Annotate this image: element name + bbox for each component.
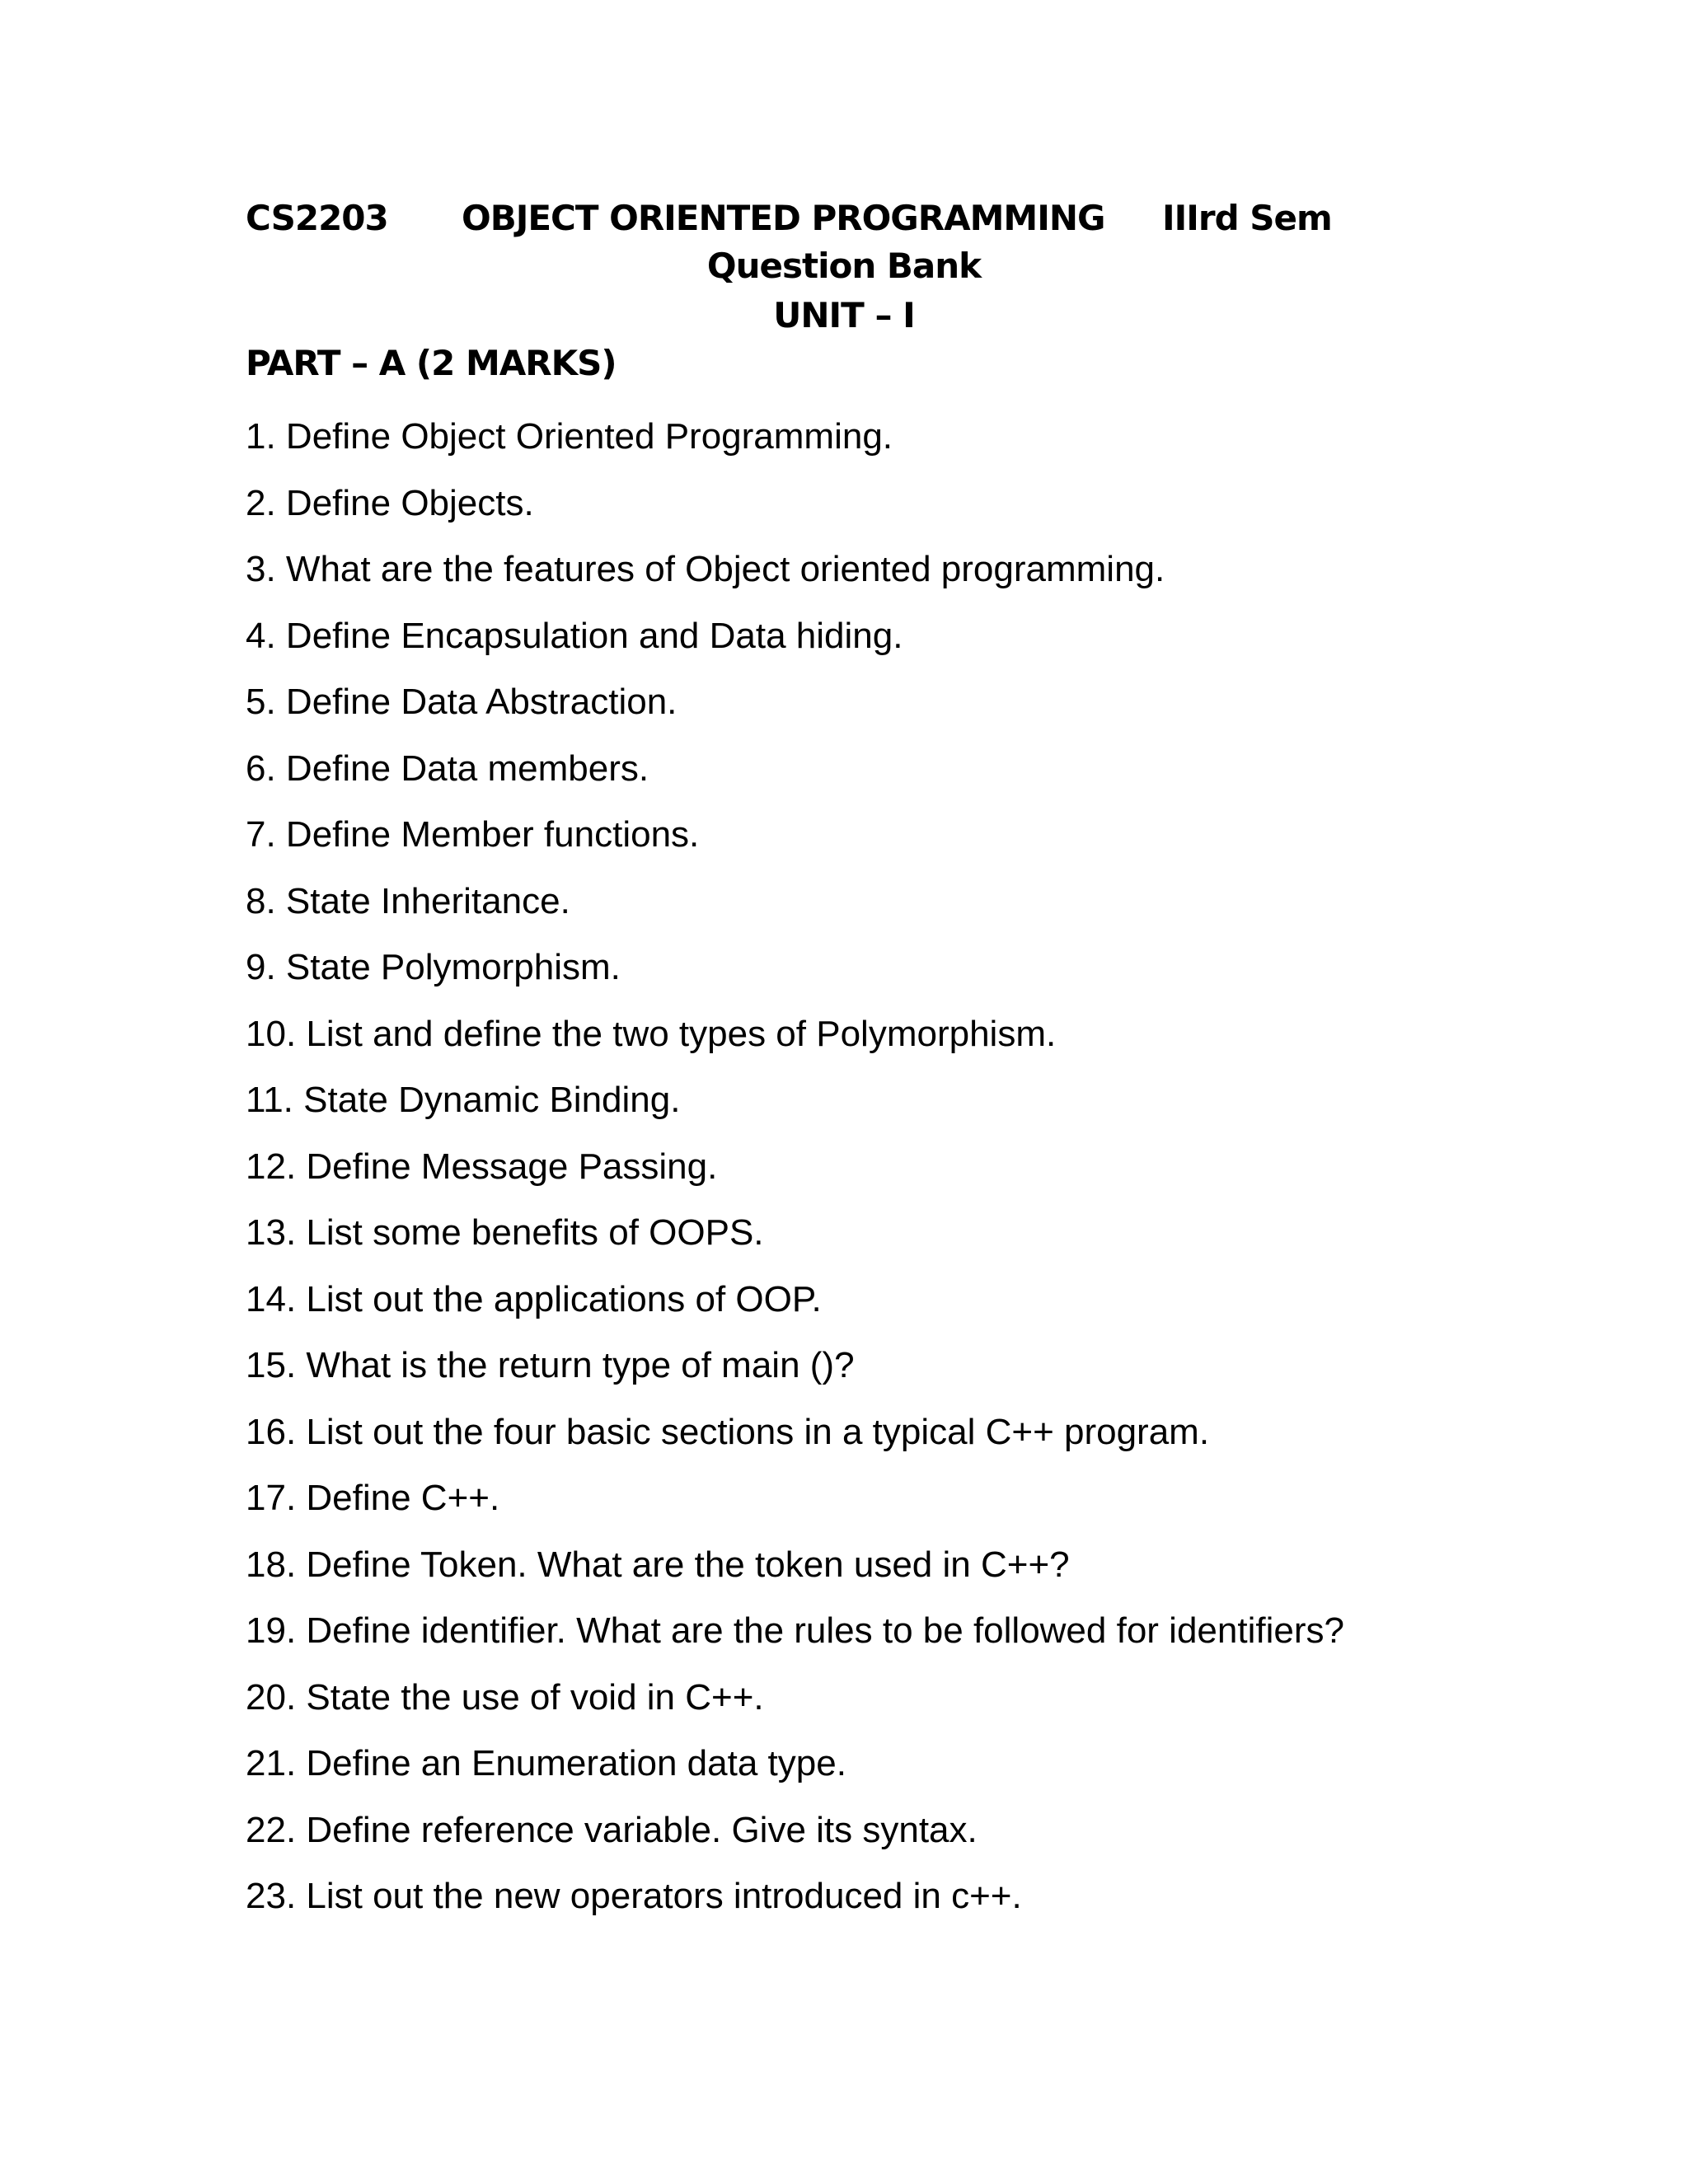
subtitle-text: Question Bank: [706, 246, 982, 286]
question-item: 18. Define Token. What are the token used in C++?: [246, 1544, 1070, 1585]
question-item: 1. Define Object Oriented Programming.: [246, 416, 893, 457]
question-item: 21. Define an Enumeration data type.: [246, 1743, 846, 1783]
question-item: 15. What is the return type of main ()?: [246, 1345, 855, 1385]
question-item: 14. List out the applications of OOP.: [246, 1278, 822, 1319]
question-item: 6. Define Data members.: [246, 748, 649, 789]
question-item: 13. List some benefits of OOPS.: [246, 1212, 764, 1253]
question-item: 20. State the use of void in C++.: [246, 1676, 764, 1718]
question-item: 4. Define Encapsulation and Data hiding.: [246, 615, 903, 656]
question-item: 9. State Polymorphism.: [246, 947, 621, 987]
document-subtitle: [0, 246, 1688, 286]
question-item: 19. Define identifier. What are the rules to be followed for identifiers?: [246, 1610, 1344, 1651]
course-code: CS2203: [246, 198, 388, 238]
question-item: 10. List and define the two types of Polymorphism.: [246, 1013, 1057, 1054]
semester: IIIrd Sem: [1162, 198, 1332, 238]
question-item: 16. List out the four basic sections in a typical C++ program.: [246, 1411, 1210, 1452]
part-heading: PART – A (2 MARKS): [246, 343, 617, 383]
question-item: 23. List out the new operators introduced in c++.: [246, 1876, 1022, 1916]
question-item: 8. State Inheritance.: [246, 880, 570, 921]
question-item: 17. Define C++.: [246, 1478, 500, 1518]
question-item: 5. Define Data Abstraction.: [246, 682, 678, 722]
question-item: 22. Define reference variable. Give its syntax.: [246, 1809, 978, 1850]
unit-heading: [0, 295, 1688, 335]
question-item: 11. State Dynamic Binding.: [246, 1080, 681, 1120]
unit-text: UNIT – I: [773, 295, 915, 335]
question-item: 2. Define Objects.: [246, 482, 534, 523]
question-item: 3. What are the features of Object oriented programming.: [246, 549, 1165, 589]
course-title: OBJECT ORIENTED PROGRAMMING: [462, 198, 1105, 238]
question-item: 12. Define Message Passing.: [246, 1146, 718, 1187]
document-header: [246, 198, 1441, 247]
question-list: [246, 404, 1344, 1930]
question-item: 7. Define Member functions.: [246, 814, 700, 855]
